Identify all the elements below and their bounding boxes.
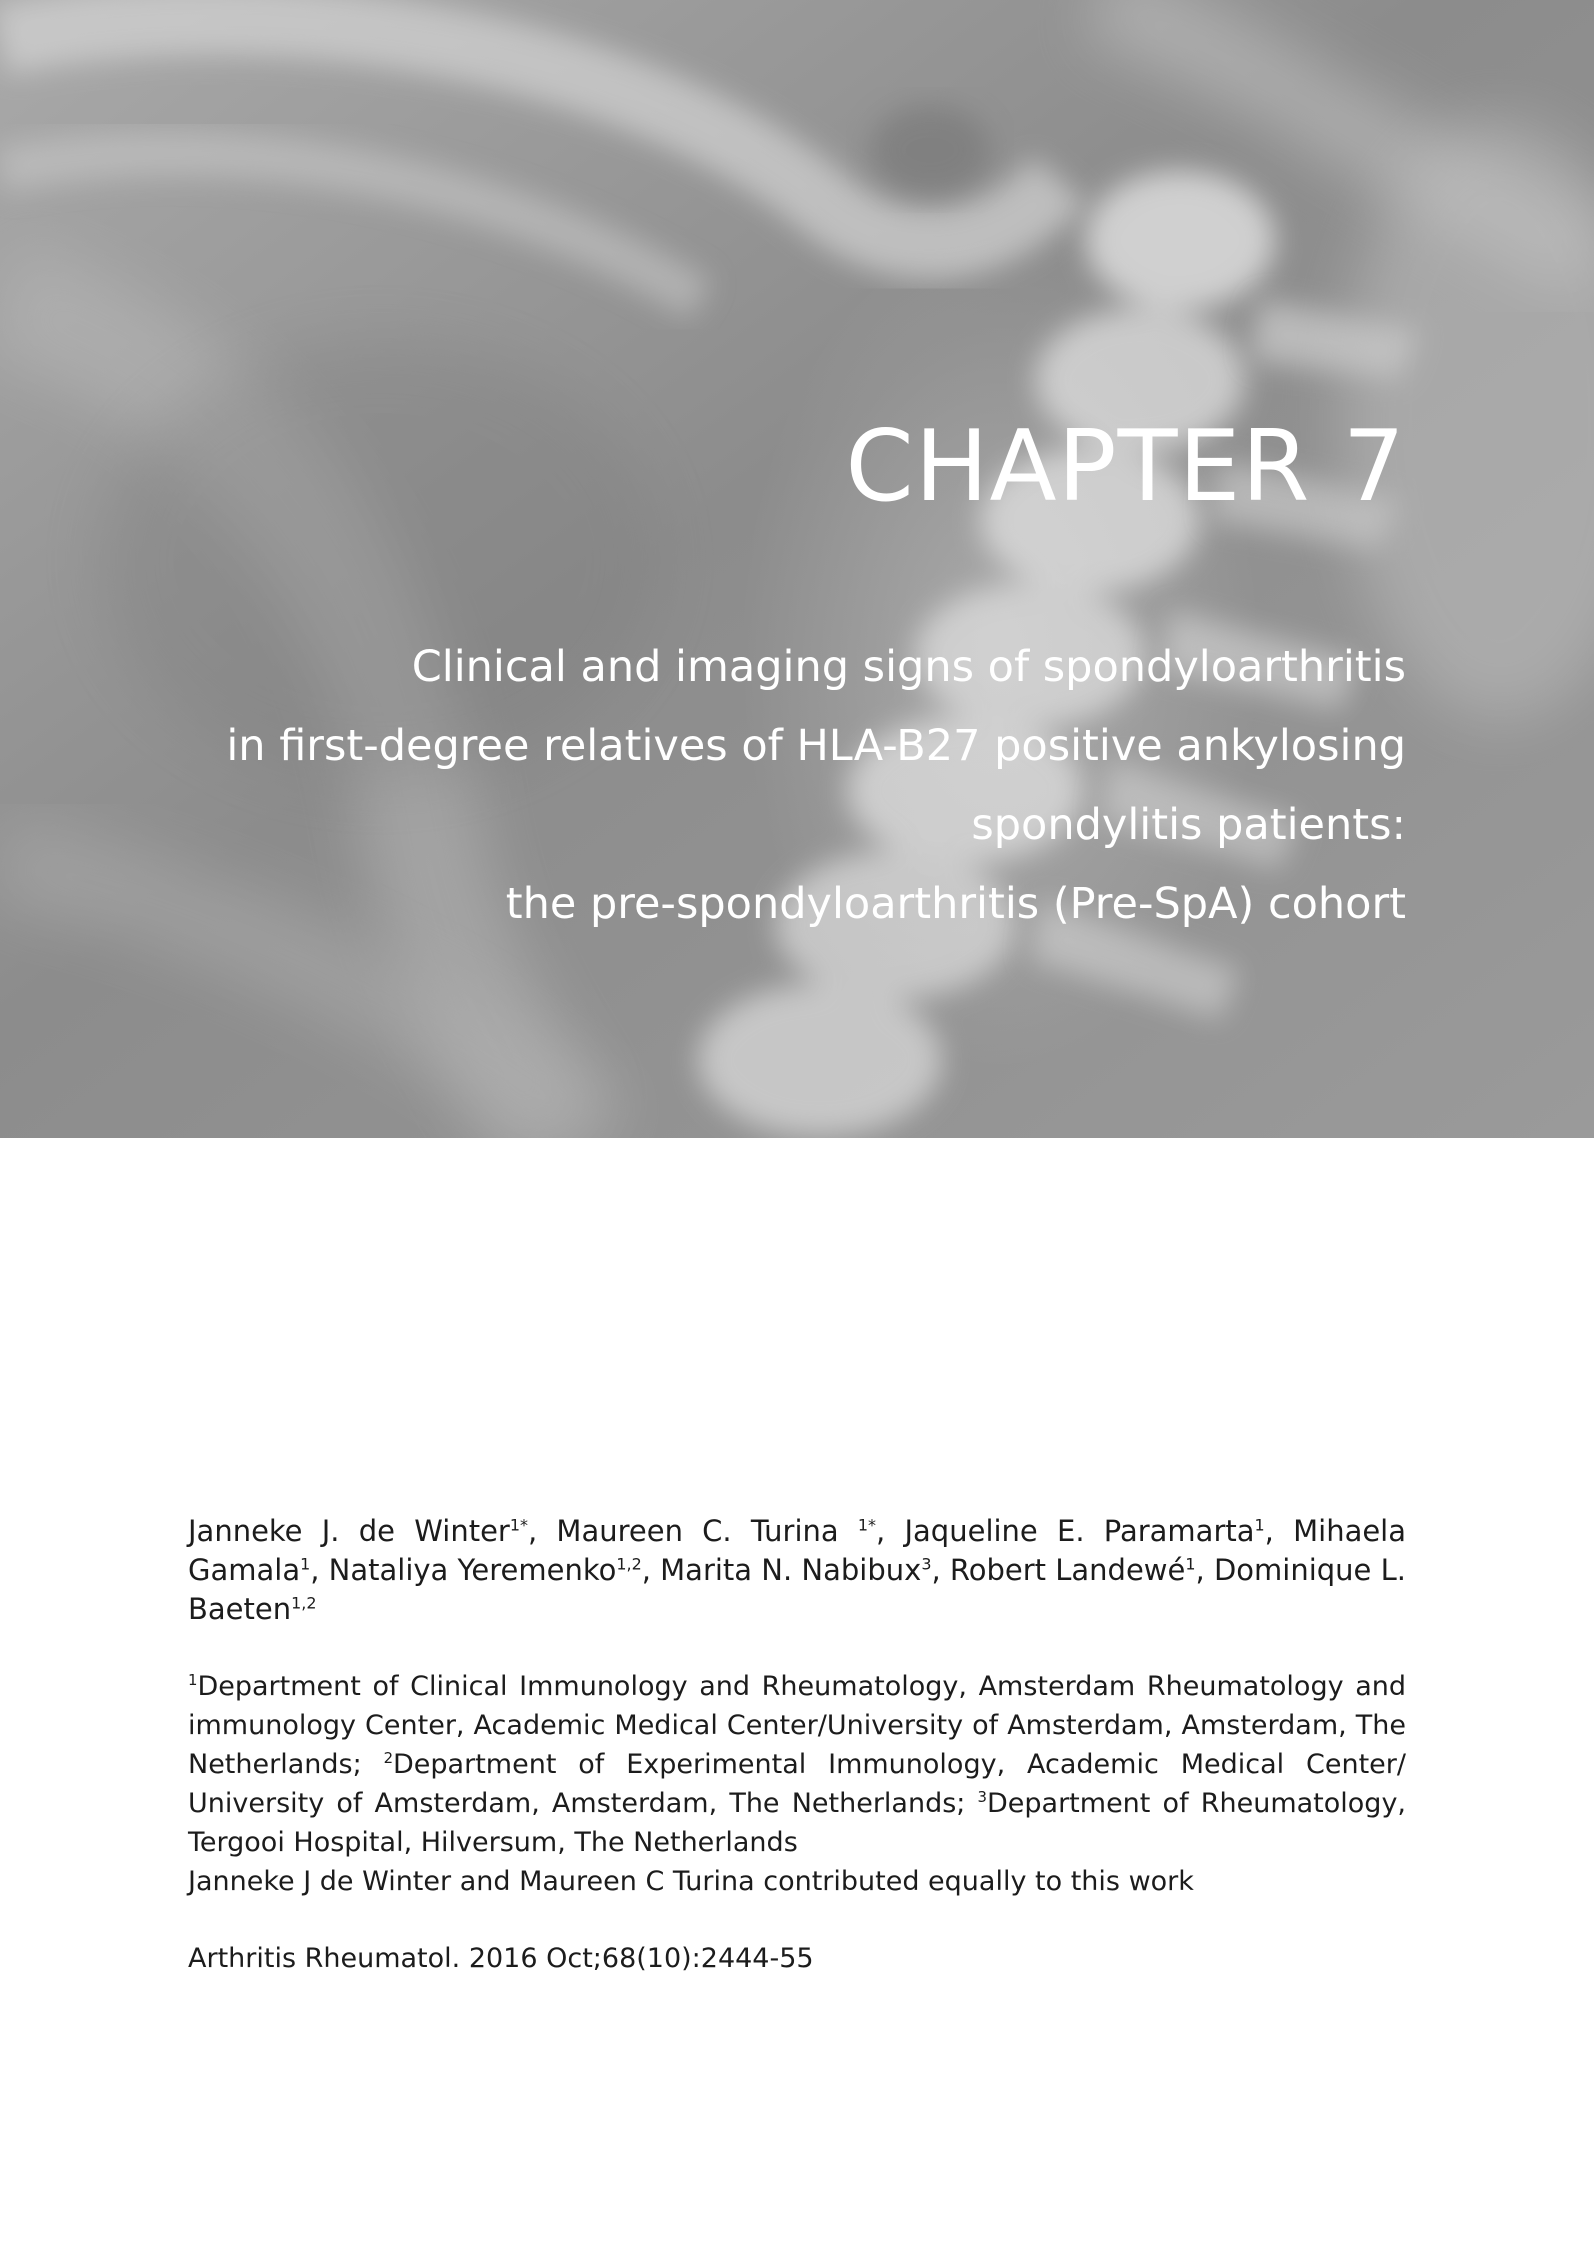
affiliation-marker: 2 (383, 1749, 394, 1767)
author-name: Mihaela Gamala (188, 1514, 1407, 1587)
affiliation-text: Department of Clinical Immunology and Rheumatology, Amsterdam Rheumatology and immunology Center, Academic Medical Center/University of Amsterdam, Amsterdam, The Netherlands; (188, 1671, 1406, 1780)
author-name: Robert Landewé (949, 1553, 1186, 1587)
author-separator: , (931, 1553, 950, 1587)
affiliation-marker: 3 (977, 1788, 987, 1806)
author-name: Janneke J. de Winter (188, 1514, 510, 1548)
affiliation-text: Department of Rheumatology, Tergooi Hospital, Hilversum, The Netherlands (188, 1788, 1406, 1858)
affiliation-list (188, 1667, 1406, 1862)
author-name: Nataliya Yeremenko (328, 1553, 617, 1587)
chapter-title-line: spondylitis patients: (971, 800, 1406, 850)
affiliation-marker: 1 (188, 1671, 198, 1689)
chapter-title (226, 628, 1406, 944)
author-separator: , (876, 1514, 905, 1548)
contribution-note: Janneke J de Winter and Maureen C Turina contributed equally to this work (188, 1866, 1194, 1897)
author-affiliation-marker: 1 (1185, 1554, 1196, 1574)
author-name: Dominique L. Baeten (188, 1553, 1406, 1626)
chapter-title-line: the pre-spondyloarthritis (Pre-SpA) cohort (505, 879, 1406, 929)
author-separator: , (1195, 1553, 1214, 1587)
author-affiliation-marker: 1,2 (291, 1593, 317, 1613)
author-list (188, 1512, 1406, 1629)
author-name: Maureen C. Turina (556, 1514, 858, 1548)
author-name: Marita N. Nabibux (660, 1553, 922, 1587)
author-affiliation-marker: 1* (509, 1515, 528, 1535)
author-separator: , (641, 1553, 661, 1587)
citation: Arthritis Rheumatol. 2016 Oct;68(10):2444-55 (188, 1943, 814, 1974)
front-matter (188, 1512, 1406, 1978)
author-separator: , (310, 1553, 329, 1587)
author-affiliation-marker: 1,2 (616, 1554, 642, 1574)
affiliation-text: Department of Experimental Immunology, Academic Medical Center/ University of Amsterdam, Amsterdam, The Netherlands; (188, 1749, 1406, 1819)
author-affiliation-marker: 3 (921, 1554, 932, 1574)
author-name: Jaqueline E. Paramarta (904, 1514, 1255, 1548)
author-separator: , (527, 1514, 557, 1548)
author-separator: , (1264, 1514, 1294, 1548)
chapter-title-line: Clinical and imaging signs of spondyloarthritis (411, 642, 1406, 692)
author-affiliation-marker: 1* (857, 1515, 877, 1535)
chapter-title-line: in first-degree relatives of HLA-B27 positive ankylosing (226, 721, 1406, 771)
author-affiliation-marker: 1 (1254, 1515, 1265, 1535)
author-affiliation-marker: 1 (300, 1554, 311, 1574)
chapter-number: CHAPTER 7 (845, 410, 1406, 524)
